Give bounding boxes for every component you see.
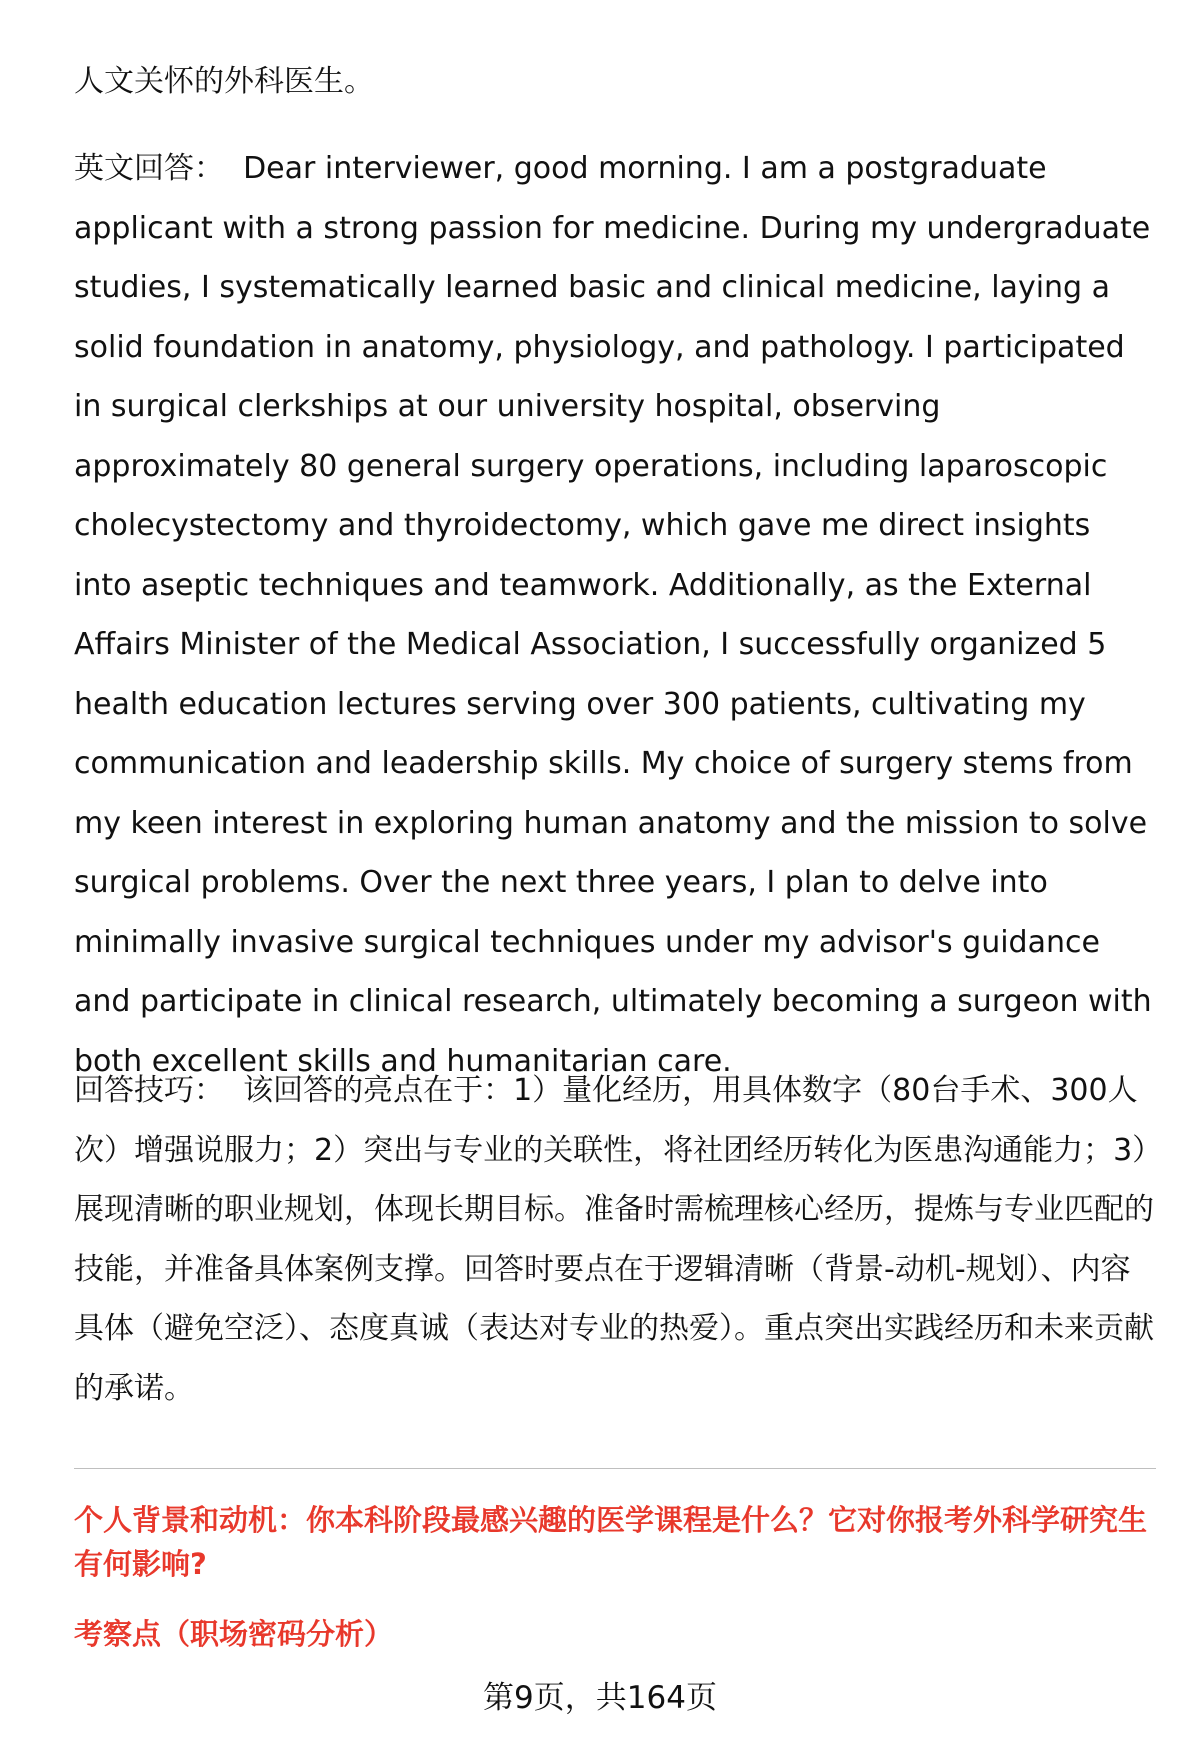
answer-tips-label: 回答技巧： <box>74 1073 224 1108</box>
section-divider <box>74 1468 1156 1469</box>
paragraph-english-answer <box>74 139 1156 1091</box>
paragraph-closing-line <box>74 52 1156 112</box>
paragraph-answer-tips <box>74 1061 1156 1418</box>
english-answer-text: Dear interviewer, good morning. I am a postgraduate applicant with a strong passion for medicine. During my undergraduate studies, I systematically learned basic and clinical medicine, laying a solid foundation in anatomy, physiology, and pathology. I participated in surgical clerkships at our university hospital, observing approximately 80 general surgery operations, including laparoscopic cholecystectomy and thyroidectomy, which gave me direct insights into aseptic techniques and teamwork. Additionally, as the External Affairs Minister of the Medical Association, I successfully organized 5 health education lectures serving over 300 patients, cultivating my communication and leadership skills. My choice of surgery stems from my keen interest in exploring human anatomy and the mission to solve surgical problems. Over the next three years, I plan to delve into minimally invasive surgical techniques under my advisor's guidance and participate in clinical research, ultimately becoming a surgeon with both excellent skills and humanitarian care. <box>74 151 1152 1079</box>
english-answer-label: 英文回答： <box>74 151 224 186</box>
answer-tips-text: 该回答的亮点在于：1）量化经历，用具体数字（80台手术、300人次）增强说服力；2）突出与专业的关联性，将社团经历转化为医患沟通能力；3）展现清晰的职业规划，体现长期目标。准备时需梳理核心经历，提炼与专业匹配的技能，并准备具体案例支撑。回答时要点在于逻辑清晰（背景-动机-规划）、内容具体（避免空泛）、态度真诚（表达对专业的热爱）。重点突出实践经历和未来贡献的承诺。 <box>74 1073 1154 1406</box>
page-footer <box>0 1676 1200 1720</box>
question-heading: 个人背景和动机：你本科阶段最感兴趣的医学课程是什么？它对你报考外科学研究生有何影响? <box>74 1503 1148 1581</box>
examination-point-heading: 考察点（职场密码分析） <box>74 1617 394 1651</box>
page-number: 第9页，共164页 <box>483 1680 717 1716</box>
paragraph-closing-text: 人文关怀的外科医生。 <box>74 64 374 99</box>
